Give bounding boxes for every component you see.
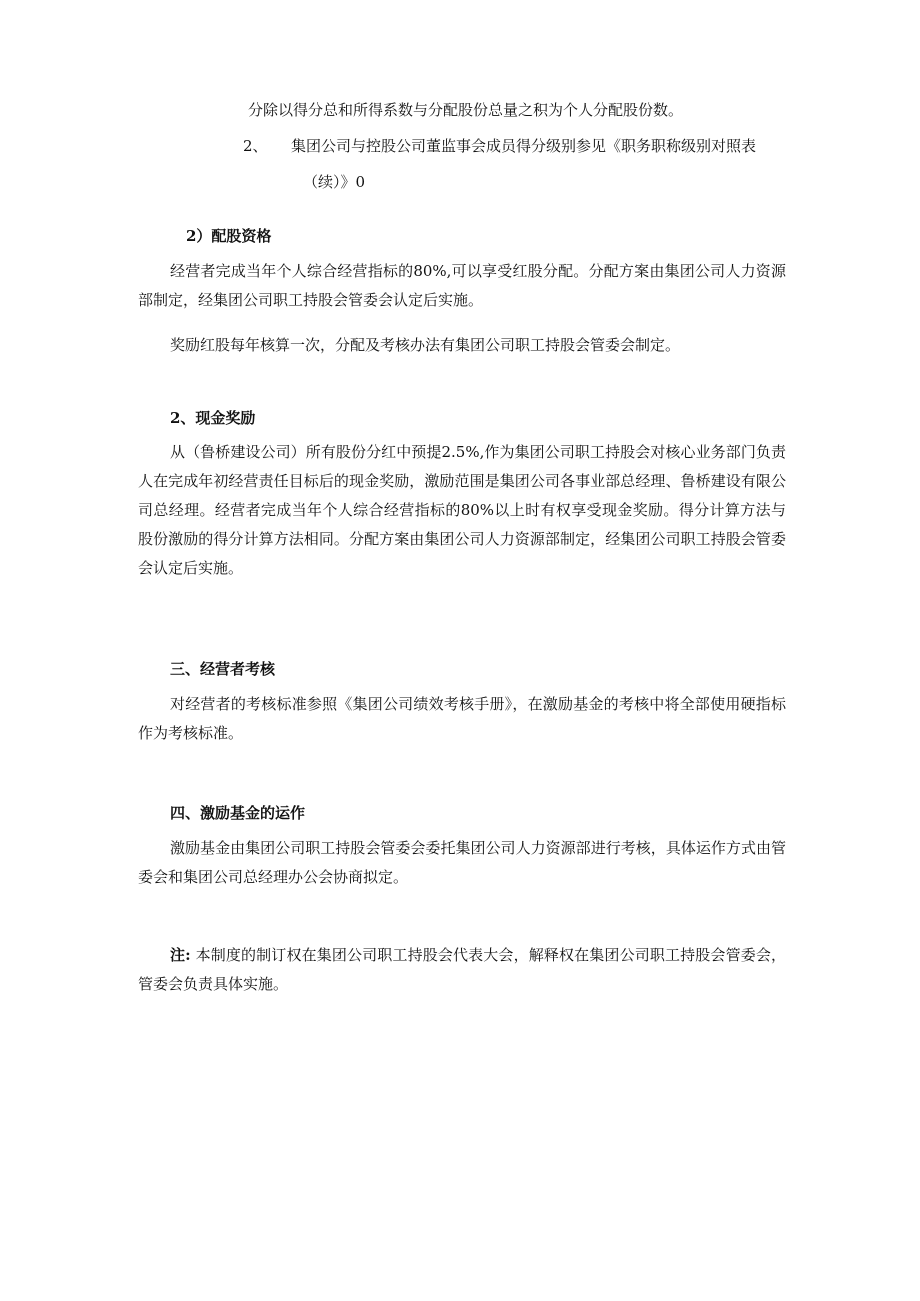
note-text: 本制度的制订权在集团公司职工持股会代表大会，解释权在集团公司职工持股会管委会，管委会负责具体实施。	[138, 946, 786, 993]
paragraph-yunzuo: 激励基金由集团公司职工持股会管委会委托集团公司人力资源部进行考核，具体运作方式由管委会和集团公司总经理办公会协商拟定。	[138, 839, 786, 886]
list-item-number: 2、	[243, 137, 268, 155]
heading-xianjin: 2、现金奖励	[170, 409, 256, 427]
heading-kaohe: 三、经营者考核	[170, 660, 276, 678]
heading-yunzuo: 四、激励基金的运作	[170, 804, 306, 822]
paragraph-kaohe: 对经营者的考核标准参照《集团公司绩效考核手册》，在激励基金的考核中将全部使用硬指标作为考核标准。	[138, 695, 786, 742]
list-item-2	[243, 136, 756, 156]
paragraph-xianjin: 从（鲁桥建设公司）所有股份分红中预提2.5%,作为集团公司职工持股会对核心业务部门负责人在完成年初经营责任目标后的现金奖励，激励范围是集团公司各事业部总经理、鲁桥建设有限公司总经理。经营者完成当年个人综合经营指标的80%以上时有权享受现金奖励。得分计算方法与股份激励的得分计算方法相同。分配方案由集团公司人力资源部制定，经集团公司职工持股会管委会认定后实施。	[138, 443, 786, 577]
paragraph-peigu-1: 经营者完成当年个人综合经营指标的80%,可以享受红股分配。分配方案由集团公司人力资源部制定，经集团公司职工持股会管委会认定后实施。	[138, 262, 786, 309]
paragraph-note	[138, 941, 786, 999]
note-label: 注:	[170, 946, 191, 964]
text-line-top: 分除以得分总和所得系数与分配股份总量之积为个人分配股份数。	[248, 101, 684, 119]
list-item-text: 集团公司与控股公司董监事会成员得分级别参见《职务职称级别对照表	[291, 137, 757, 155]
heading-peigu: 2）配股资格	[186, 227, 272, 245]
paragraph-peigu-2: 奖励红股每年核算一次，分配及考核办法有集团公司职工持股会管委会制定。	[170, 336, 681, 354]
list-item-continuation: （续）》0	[303, 173, 366, 191]
